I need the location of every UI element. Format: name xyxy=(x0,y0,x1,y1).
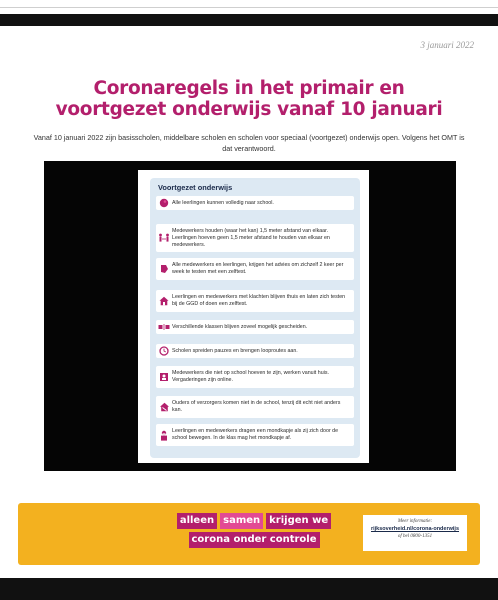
rule-row xyxy=(156,290,354,312)
work-from-home-icon xyxy=(156,372,172,382)
info-phone: of bel 0800-1351 xyxy=(397,534,433,539)
rule-text: Verschillende klassen blijven zoveel mogelijk gescheiden. xyxy=(172,323,308,330)
slogan-word: alleen xyxy=(177,513,217,529)
school-child-icon xyxy=(156,198,172,208)
publication-date: 3 januari 2022 xyxy=(420,40,474,50)
bottom-black-bar xyxy=(0,578,498,600)
separate-classes-icon xyxy=(156,323,172,331)
rule-text: Alle medewerkers en leerlingen, krijgen het advies om zichzelf 2 keer per week te testen met een zelftest. xyxy=(172,262,344,275)
distance-icon xyxy=(156,233,172,243)
intro-text: Vanaf 10 januari 2022 zijn basisscholen, middelbare scholen en scholen voor speciaal (voortgezet) onderwijs open. Volgens het OMT is dat verantwoord. xyxy=(33,133,465,153)
slogan-word: samen xyxy=(220,513,263,529)
home-icon xyxy=(156,296,172,306)
face-mask-icon xyxy=(156,430,172,441)
rule-text: Leerlingen en medewerkers dragen een mondkapje als zij zich door de school bewegen. In de klas mag het mondkapje af. xyxy=(172,428,339,441)
rule-text: Medewerkers houden (waar het kan) 1,5 meter afstand van elkaar. Leerlingen hoeven geen 1,5 meter afstand te houden van elkaar en medewerkers. xyxy=(172,227,330,248)
slogan xyxy=(174,513,334,551)
slogan-word: corona onder controle xyxy=(189,532,320,548)
clock-icon xyxy=(156,346,172,356)
slogan-word: krijgen we xyxy=(266,513,331,529)
info-link[interactable]: rijksoverheid.nl/corona-onderwijs xyxy=(370,526,460,532)
page-title: Coronaregels in het primair en voortgezet onderwijs vanaf 10 januari xyxy=(55,78,443,120)
rule-row xyxy=(156,196,354,210)
rule-text: Medewerkers die niet op school hoeven te zijn, werken vanuit huis. Vergaderingen zijn online. xyxy=(172,370,329,383)
rules-card-heading: Voortgezet onderwijs xyxy=(158,183,233,192)
rule-text: Leerlingen en medewerkers met klachten blijven thuis en laten zich testen bij de GGD of doen een zelftest. xyxy=(172,294,346,307)
rule-row xyxy=(156,258,354,280)
rule-row xyxy=(156,396,354,418)
self-test-icon xyxy=(156,264,172,274)
rule-row xyxy=(156,366,354,388)
rule-text: Scholen spreiden pauzes en brengen looproutes aan. xyxy=(172,347,298,354)
rule-row xyxy=(156,224,354,252)
page-top-rule xyxy=(0,0,498,8)
top-black-bar xyxy=(0,14,498,26)
info-box xyxy=(363,515,467,551)
rule-row xyxy=(156,320,354,334)
info-label: Meer informatie: xyxy=(397,519,433,524)
rule-row xyxy=(156,424,354,446)
no-entry-parents-icon xyxy=(156,402,172,412)
rule-text: Ouders of verzorgers komen niet in de school, tenzij dit echt niet anders kan. xyxy=(172,400,341,413)
rule-text: Alle leerlingen kunnen volledig naar school. xyxy=(172,199,274,206)
rule-row xyxy=(156,344,354,358)
